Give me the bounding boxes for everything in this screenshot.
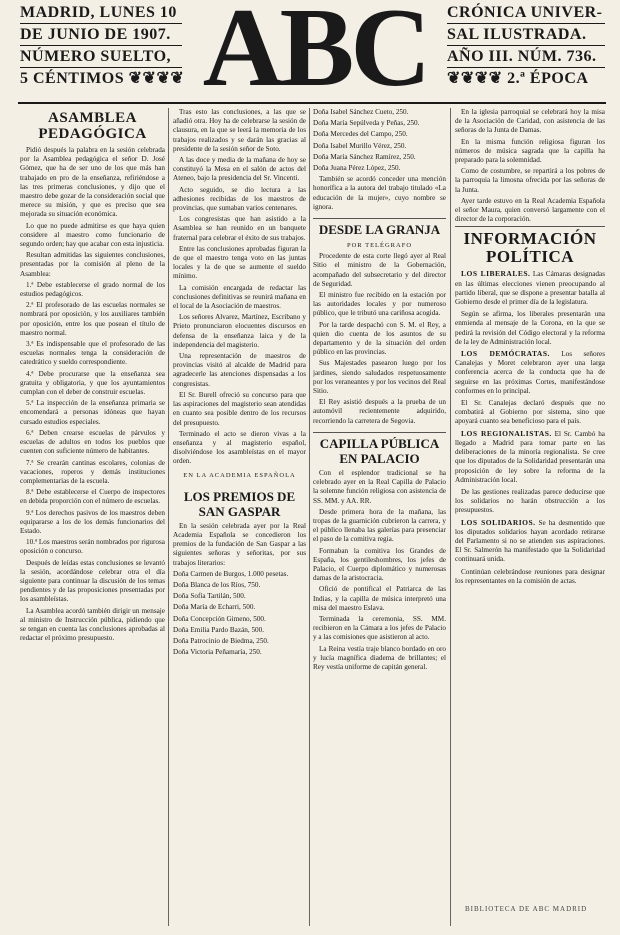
- politics-subhead: LOS LIBERALES.: [461, 269, 531, 279]
- award-list-item: Doña Carmen de Burgos, 1.000 pesetas.: [173, 569, 289, 578]
- column-separator: [168, 108, 169, 926]
- article-paragraph: El Rey asistió después a la prueba de un automóvil recientemente adquirido, recorriendo la carretera de Segovia.: [313, 398, 446, 425]
- article-paragraph: Ofició de pontifical el Patriarca de las Indias, y la capilla de música interpretó una misa del maestro Eslava.: [313, 585, 446, 612]
- masthead-rule: [18, 102, 606, 104]
- article-paragraph: Pidió después la palabra en la sesión celebrada por la Asamblea pedagógica el señor D. José Gómez, que ha de ser uno de los que más han trabajado en pro de la enseñanza, refiriéndose a las tres primeras conclusiones, y dijo que el maestro debe gozar de la consideración social que merece su misión, y que es preciso que sea mejorada su situación económica.: [20, 146, 165, 219]
- article-paragraph: Ayer tarde estuvo en la Real Academia Española el señor Maura, quien conversó largamente con el director de la corporación.: [455, 196, 605, 224]
- academia-kicker: EN LA ACADEMIA ESPAÑOLA: [183, 471, 296, 479]
- masthead-issue-label: NÚMERO SUELTO,: [20, 46, 182, 68]
- article-paragraph: En la iglesia parroquial se celebrará hoy la misa de la Asociación de Caridad, con asistencia de las señoras de la Junta de Damas.: [455, 108, 605, 135]
- politics-text: El Sr. Canalejas declaró después que no combatirá al Gobierno por sistema, sino que apoyará cuanto sea beneficioso para el país.: [455, 399, 605, 426]
- article-paragraph: Los congresistas que han asistido a la Asamblea se han reunido en un banquete fraternal para celebrar el éxito de sus trabajos.: [173, 215, 306, 242]
- politics-text: Las Cámaras designadas en las últimas elecciones vienen preocupando al partido liberal, que se dispone a presentar batalla al Gobierno desde el primer día de la legislatura.: [455, 270, 605, 307]
- article-paragraph: Terminada la ceremonia, SS. MM. recibieron en la Cámara a los jefes de Palacio y a las comisiones que asistieron al acto.: [313, 614, 446, 642]
- article-paragraph: La comisión encargada de redactar las conclusiones definitivas se reunirá mañana en el local de la Asociación de maestros.: [173, 283, 306, 311]
- article-paragraph: Acto seguido, se dio lectura a las adhesiones recibidas de los maestros de provincias, que sumaban varios centenares.: [173, 185, 306, 213]
- politics-text: Los señores Canalejas y Moret celebraron ayer una larga conferencia acerca de la conducta que ha de seguirse en las próximas Cortes, manifestándose conformes en lo principal.: [455, 350, 605, 395]
- article-paragraph: 7.ª Se crearán cantinas escolares, colonias de vacaciones, roperos y demás instituciones complementarias de la escuela.: [20, 458, 165, 485]
- award-list-item: Doña María Sepúlveda y Peñas, 250.: [313, 119, 420, 128]
- column-separator: [450, 108, 451, 926]
- column-separator: [309, 108, 310, 926]
- article-paragraph: A las doce y media de la mañana de hoy se constituyó la Mesa en el salón de actos del Ateneo, bajo la presidencia del Sr. Vincenti.: [173, 156, 306, 183]
- article-paragraph: La Asamblea acordó también dirigir un mensaje al ministro de Instrucción pública, pidiendo que se tengan en cuenta las conclusiones aprobadas al redactar el próximo presupuesto.: [20, 606, 165, 643]
- award-list-item: Doña Sofía Tartilán, 500.: [173, 592, 246, 601]
- politics-text: El Sr. Cambó ha llegado a Madrid para tomar parte en las deliberaciones de la minoría regionalista. Se cree que los diputados de la Solidaridad presentarán una proposición de ley sobre la reforma de la Administración local.: [455, 429, 605, 484]
- article-paragraph: La Reina vestía traje blanco bordado en oro y lucía magnífica diadema de brillantes; el Rey vestía uniforme de capitán general.: [313, 644, 446, 671]
- award-list-item: Doña Blanca de los Ríos, 750.: [173, 580, 261, 589]
- award-list-item: Doña Juana Pérez López, 250.: [313, 164, 401, 173]
- masthead-right-info: [447, 2, 605, 89]
- politics-paragraph: [455, 309, 605, 347]
- article-paragraph: Los señores Alvarez, Martínez, Escribano y Prieto pronunciaron elocuentes discursos en defensa de la enseñanza laica y de la independencia del magisterio.: [173, 313, 306, 349]
- masthead-price: 5 CÉNTIMOS ❦❦❦❦: [20, 70, 185, 87]
- politics-paragraph: [455, 518, 605, 565]
- article-paragraph: 3.ª Es indispensable que el profesorado de las escuelas normales tenga la consideración de catedrático y sueldo correspondiente.: [20, 340, 165, 367]
- article-paragraph: 9.ª Los derechos pasivos de los maestros deben equipararse a los de los demás funcionarios del Estado.: [20, 508, 165, 535]
- politics-text: Según se afirma, los liberales presentarán una enmienda al mensaje de la Corona, en la que se pedirá la revisión del Código electoral y la reforma de la ley de Administración local.: [455, 310, 605, 346]
- article-paragraph: Lo que no puede admitirse es que haya quien considere al maestro como funcionario de segundo orden; hay que acabar con esta injusticia.: [20, 221, 165, 249]
- article-paragraph: Procedente de esta corte llegó ayer al Real Sitio el ministro de la Gobernación, acompañado del subsecretario y del director de Seguridad.: [313, 252, 446, 288]
- article-paragraph: El Sr. Burell ofreció su concurso para que las aspiraciones del magisterio sean atendidas en cuanto sea posible dentro de los recursos del presupuesto.: [173, 390, 306, 427]
- article-paragraph: 6.ª Deben crearse escuelas de párvulos y escuelas de adultos en todos los pueblos que cuenten con suficiente número de habitantes.: [20, 428, 165, 456]
- award-list-item: Doña Isabel Sánchez Cueto, 250.: [313, 108, 409, 116]
- article-paragraph: También se acordó conceder una mención honorífica a la autora del trabajo titulado «La educación de la mujer», cuyo nombre se ignora.: [313, 175, 446, 211]
- politics-paragraph: [455, 349, 605, 396]
- article-paragraph: Formaban la comitiva los Grandes de España, los gentileshombres, los jefes de Palacio, el Cuerpo diplomático y numerosas damas de la aristocracia.: [313, 546, 446, 583]
- article-paragraph: Con el esplendor tradicional se ha celebrado ayer en la Real Capilla de Palacio la solemne función religiosa con asistencia de SS. MM. y AA. RR.: [313, 468, 446, 505]
- granja-kicker: POR TELÉGRAFO: [346, 242, 413, 250]
- library-stamp: BIBLIOTECA DE ABC MADRID: [465, 905, 588, 913]
- article-paragraph: 1.ª Debe establecerse el grado normal de los estudios pedagógicos.: [20, 280, 165, 299]
- politics-text: Continúan celebrándose reuniones para designar los representantes en la comisión de actas.: [455, 567, 605, 585]
- masthead-year-number: AÑO III. NÚM. 736.: [447, 46, 605, 68]
- column-1: [20, 108, 165, 928]
- award-list-item: Doña María Sánchez Ramírez, 250.: [313, 152, 416, 161]
- politics-text: Se ha desmentido que los diputados solidarios hayan acordado retirarse del Parlamento si no se atienden sus aspiraciones. El Sr. Salmerón ha manifestado que la Solidaridad continuará unida.: [455, 518, 605, 564]
- article-paragraph: Tras esto las conclusiones, a las que se añadió otra. Hoy ha de celebrarse la sesión de clausura, en la que se leerá la memoria de los trabajos realizados y se darán las gracias al presidente de la sesión señor de Soto.: [173, 108, 306, 153]
- politics-paragraph: [455, 487, 605, 516]
- award-list-item: Doña Patrocinio de Biedma, 250.: [173, 636, 269, 645]
- article-paragraph: Después de leídas estas conclusiones se levantó la sesión, acordándose celebrar otra el día siguiente para continuar la discusión de los temas pendientes y de las proposiciones presentadas por los asambleístas.: [20, 558, 165, 604]
- column-3: [313, 108, 446, 928]
- award-list-item: Doña Isabel Murillo Vérez, 250.: [313, 141, 407, 150]
- masthead-tagline-2: SAL ILUSTRADA.: [447, 24, 605, 46]
- article-paragraph: El ministro fue recibido en la estación por las autoridades locales y por numeroso público, que le tributó una cariñosa acogida.: [313, 291, 446, 318]
- article-paragraph: Desde primera hora de la mañana, las tropas de la guarnición cubrieron la carrera, y el público llenaba las galerías para presenciar el paso de la comitiva regia.: [313, 507, 446, 544]
- politics-paragraph: [455, 398, 605, 427]
- award-list-item: Doña Mercedes del Campo, 250.: [313, 130, 408, 139]
- article-title-asamblea: ASAMBLEA PEDAGÓGICA: [38, 110, 147, 142]
- article-paragraph: En la misma función religiosa figuran los números de música sagrada que la capilla ha preparado para la solemnidad.: [455, 137, 605, 165]
- article-title-capilla: CAPILLA PÚBLICA EN PALACIO: [313, 432, 446, 466]
- politics-subhead: LOS SOLIDARIOS.: [461, 517, 536, 527]
- article-paragraph: Una representación de maestros de provincias visitó al alcalde de Madrid para agradecerle las atenciones dispensadas a los congresistas.: [173, 352, 306, 388]
- article-paragraph: 8.ª Debe establecerse el Cuerpo de inspectores en debida proporción con el número de escuelas.: [20, 488, 165, 506]
- masthead-tagline-1: CRÓNICA UNIVER-: [447, 2, 605, 24]
- politics-paragraph: [455, 269, 605, 307]
- article-paragraph: Por la tarde despachó con S. M. el Rey, a quien dio cuenta de los asuntos de su departamento y de la situación del orden público en las provincias.: [313, 320, 446, 357]
- politics-paragraph: [455, 567, 605, 586]
- masthead-date-line-1: MADRID, LUNES 10: [20, 2, 182, 24]
- column-2: [173, 108, 306, 928]
- article-paragraph: Entre las conclusiones aprobadas figuran la de que el maestro tenga voto en las juntas locales y la de que se aumente el sueldo mínimo.: [173, 244, 306, 281]
- article-paragraph: 4.ª Debe procurarse que la enseñanza sea gratuita y obligatoria, y que los ayuntamientos cumplan con el deber de construir escuelas.: [20, 369, 165, 397]
- article-title-premios: LOS PREMIOS DE SAN GASPAR: [183, 488, 296, 519]
- article-paragraph: Sus Majestades pasearon luego por los jardines, siendo saludados respetuosamente por los veraneantes y por los vecinos del Real Sitio.: [313, 359, 446, 396]
- masthead-epoch: ❦❦❦❦ 2.ª ÉPOCA: [447, 70, 589, 87]
- award-list-item: Doña Emilia Pardo Bazán, 500.: [173, 625, 265, 634]
- politics-paragraph: [455, 429, 605, 485]
- article-paragraph: 2.ª El profesorado de las escuelas normales se nombrará por oposición, y los auxiliares también por oposición, entre los que posean el título de maestro normal.: [20, 301, 165, 337]
- award-list-item: Doña Concepción Gimeno, 500.: [173, 614, 266, 623]
- masthead-date-line-2: DE JUNIO DE 1907.: [20, 24, 182, 46]
- article-paragraph: Como de costumbre, se repartirá a los pobres de la parroquia la limosna ofrecida por las señoras de la Junta.: [455, 167, 605, 194]
- masthead-left-info: [20, 2, 185, 89]
- article-paragraph: Terminado el acto se dieron vivas a la enseñanza y al magisterio español, disolviéndose los asambleístas en el mayor orden.: [173, 429, 306, 466]
- politics-subhead: LOS DEMÓCRATAS.: [461, 349, 550, 359]
- column-4: [455, 108, 605, 928]
- article-paragraph: En la sesión celebrada ayer por la Real Academia Española se concedieron los premios de la fundación de San Gaspar a las siguientes señoras y señoritas, por sus trabajos literarios:: [173, 521, 306, 567]
- article-paragraph: 10.ª Los maestros serán nombrados por rigurosa oposición o concurso.: [20, 538, 165, 556]
- award-list-item: Doña María de Echarri, 500.: [173, 603, 256, 612]
- article-title-informacion-politica: INFORMACIÓN POLÍTICA: [455, 226, 605, 266]
- abc-logo: ABC: [202, 0, 428, 110]
- article-paragraph: Resultan admitidas las siguientes conclusiones, presentadas por la comisión al pleno de la Asamblea:: [20, 251, 165, 278]
- article-title-granja: DESDE LA GRANJA: [313, 218, 446, 237]
- politics-text: De las gestiones realizadas parece deducirse que los solidarios no harán obstrucción a los presupuestos.: [455, 487, 605, 515]
- article-paragraph: 5.ª La inspección de la enseñanza primaria se encomendará a personas idóneas que hayan cursado estudios especiales.: [20, 399, 165, 426]
- award-list-item: Doña Victoria Peñamaría, 250.: [173, 648, 262, 657]
- politics-subhead: LOS REGIONALISTAS.: [461, 428, 552, 438]
- masthead: [0, 0, 620, 110]
